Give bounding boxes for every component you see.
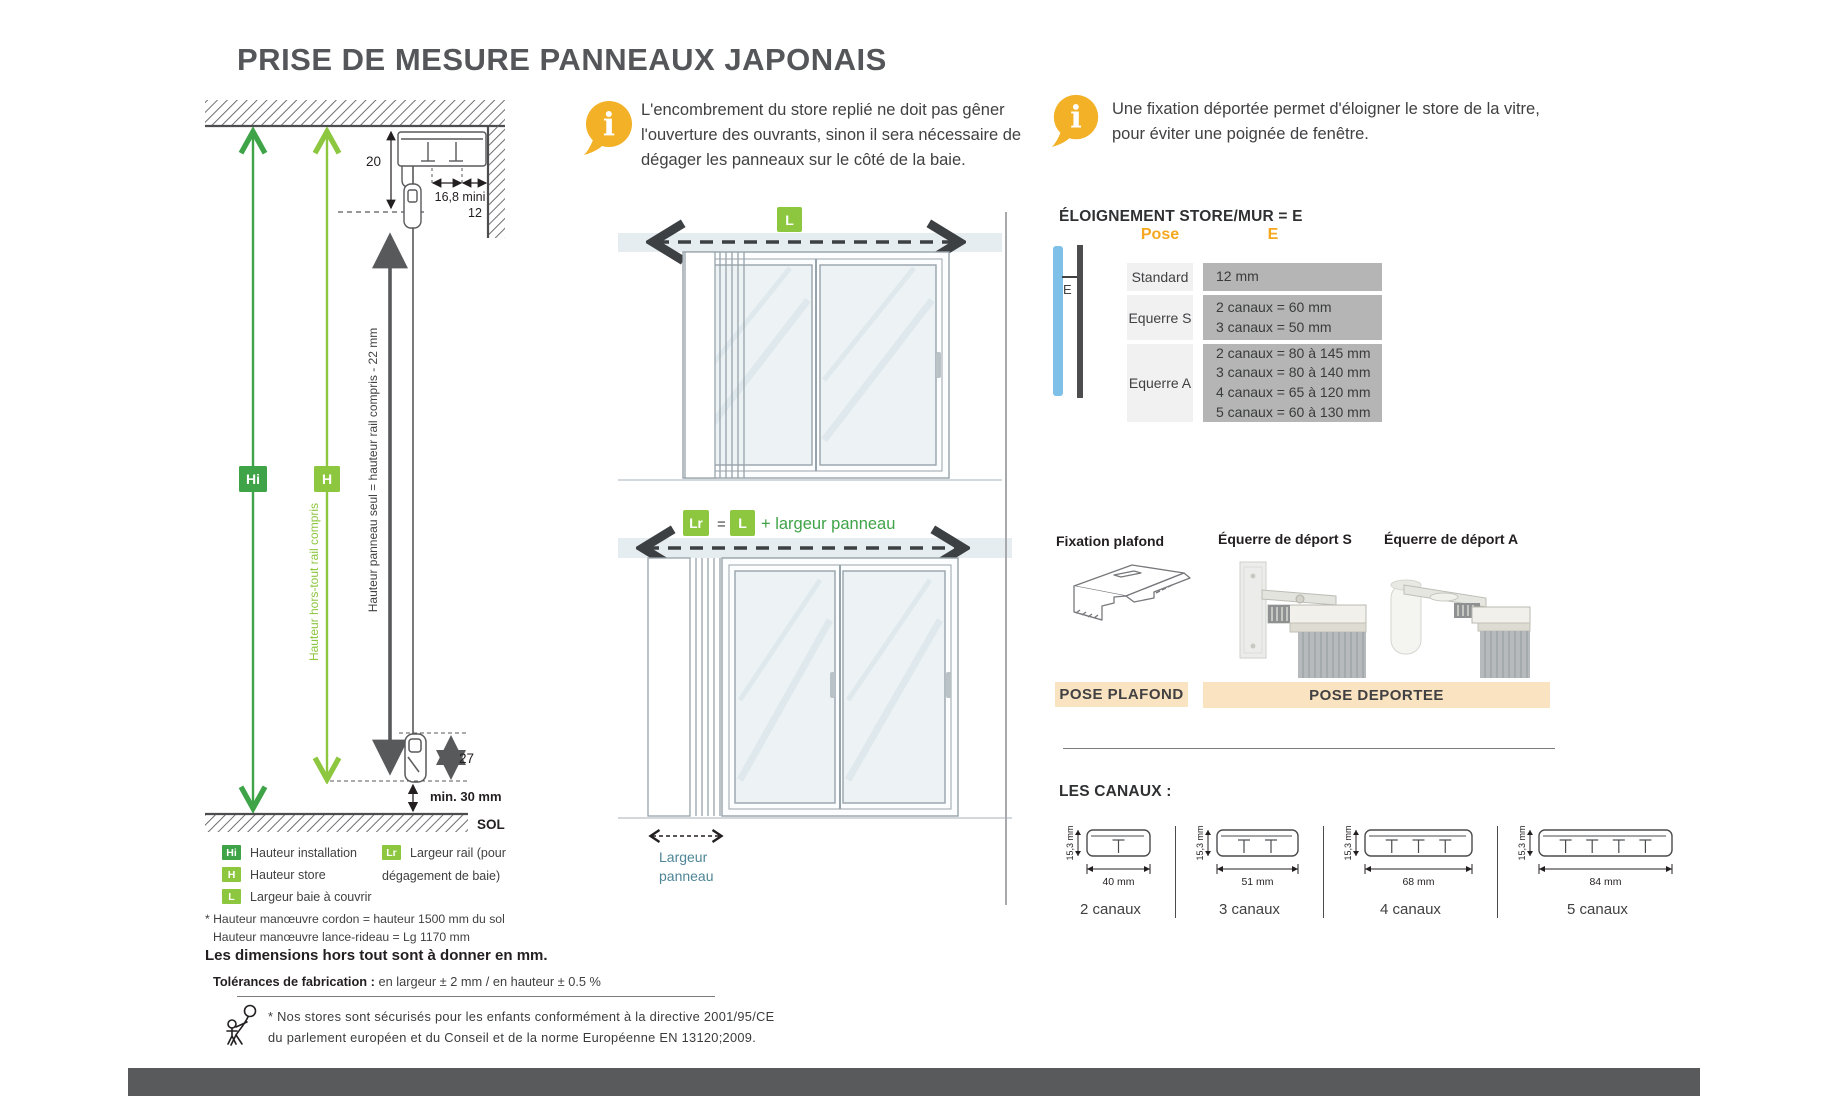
- window-diagram-L: [615, 195, 1010, 490]
- svg-text:H: H: [321, 471, 333, 487]
- dim-27-label: 27: [459, 751, 475, 766]
- fixation-plafond-image: [1056, 556, 1194, 644]
- col-header-e: E: [1267, 226, 1279, 243]
- equerre-s-image: [1238, 554, 1368, 678]
- sol-label: SOL: [477, 817, 505, 832]
- legend-label-h: Hauteur store: [250, 868, 326, 882]
- tolerances-label: Tolérances de fabrication :: [213, 974, 379, 989]
- svg-text:15,3 mm: 15,3 mm: [1517, 825, 1527, 861]
- panel-width-label-2: panneau: [659, 868, 714, 884]
- e-tick: [1062, 276, 1077, 278]
- svg-text:40 mm: 40 mm: [1102, 876, 1135, 888]
- svg-text:68 mm: 68 mm: [1402, 876, 1435, 888]
- ceiling-hatch: [205, 100, 505, 126]
- canal-name: 2 canaux: [1080, 901, 1141, 918]
- note-manoeuvre-1: [205, 912, 505, 926]
- dim-20-label: 20: [365, 154, 381, 169]
- legend-badge-lr: Lr: [382, 845, 401, 860]
- info-text-fixation: [1112, 97, 1540, 147]
- safety-note: [268, 1006, 808, 1048]
- footer-bar: [128, 1068, 1700, 1096]
- svg-text:15,3 mm: 15,3 mm: [1195, 825, 1205, 861]
- hi-badge: [239, 466, 267, 492]
- info-icon: [581, 98, 637, 156]
- e-label: E: [1063, 282, 1072, 297]
- e-es-v2: 3 canaux = 50 mm: [1216, 318, 1332, 335]
- info-text-encombrement: [641, 98, 1021, 172]
- eloignement-heading: ÉLOIGNEMENT STORE/MUR = E: [1059, 208, 1303, 225]
- legend-label-hi: Hauteur installation: [250, 846, 358, 860]
- glass-bar: [1053, 246, 1063, 396]
- e-standard: [1203, 263, 1382, 291]
- caption-equerre-a: Équerre de déport A: [1384, 531, 1519, 547]
- equerre-a-image: [1386, 554, 1532, 678]
- e-es-v1: 2 canaux = 60 mm: [1216, 298, 1332, 315]
- panel-width-label-1: Largeur: [659, 849, 708, 865]
- canal-name: 4 canaux: [1380, 901, 1441, 918]
- legend-badge-h: H: [222, 867, 241, 882]
- e-standard-v1: 12 mm: [1216, 268, 1259, 285]
- folded-panels-2: [648, 558, 720, 816]
- note-manoeuvre-2: [213, 930, 470, 944]
- l-badge-2: [730, 510, 755, 536]
- svg-text:Hi: Hi: [246, 471, 260, 487]
- window-diagram-Lr: [615, 500, 1015, 895]
- note-tolerances: [213, 973, 601, 991]
- e-ea-v3: 4 canaux = 65 à 120 mm: [1216, 384, 1371, 400]
- l-badge: [777, 207, 802, 232]
- plus-largeur-panneau-label: + largeur panneau: [761, 515, 896, 533]
- canal-item-5: [1498, 812, 1697, 918]
- dim-12-label: 12: [468, 206, 482, 220]
- info2-line1: Une fixation déportée permet d'éloigner le store de la vitre,: [1112, 100, 1540, 118]
- window-1: [683, 252, 949, 478]
- hauteur-panneau-label: Hauteur panneau seul = hauteur rail compris - 22 mm: [366, 327, 380, 613]
- safety-note-line2: du parlement européen et du Conseil et de la norme Européenne EN 13120;2009.: [268, 1030, 757, 1046]
- e-equerre-s: [1203, 295, 1382, 340]
- wall-hatch: [488, 126, 505, 238]
- canaux-heading: LES CANAUX :: [1059, 783, 1172, 800]
- pose-equerre-s: Equerre S: [1127, 295, 1193, 340]
- pose-equerre-a: Equerre A: [1127, 344, 1193, 422]
- svg-text:84 mm: 84 mm: [1589, 876, 1622, 888]
- pose-plafond-box: POSE PLAFOND: [1055, 682, 1188, 707]
- e-ea-v2: 3 canaux = 80 à 140 mm: [1216, 364, 1371, 381]
- canal-name: 3 canaux: [1219, 901, 1280, 918]
- svg-text:i: i: [602, 105, 616, 143]
- svg-text:i: i: [1070, 99, 1082, 136]
- info-icon-2: [1049, 92, 1103, 148]
- caption-equerre-s: Équerre de déport S: [1218, 531, 1352, 547]
- e-ea-v1: 2 canaux = 80 à 145 mm: [1216, 344, 1371, 361]
- note-dimensions-bold: Les dimensions hors tout sont à donner en mm.: [205, 947, 548, 964]
- info1-line1: L'encombrement du store replié ne doit pas gêner: [641, 101, 1005, 119]
- note-manoeuvre-1-value: hauteur 1500 mm du sol: [369, 912, 505, 926]
- dim-min30-label: min. 30 mm: [430, 789, 502, 804]
- hauteur-hors-tout-label: Hauteur hors-tout rail compris: [307, 502, 321, 662]
- safety-note-line1: * Nos stores sont sécurisés pour les enfants conformément à la directive 2001/95/CE: [268, 1009, 775, 1024]
- legend-label-l: Largeur baie à couvrir: [250, 890, 372, 904]
- h-badge: [314, 466, 340, 492]
- equals-sign: =: [717, 516, 726, 533]
- floor-hatch: [205, 814, 468, 832]
- store-bar: [1077, 245, 1083, 398]
- right-divider: [1063, 748, 1555, 749]
- svg-text:15,3 mm: 15,3 mm: [1343, 825, 1353, 861]
- e-ea-v4: 5 canaux = 60 à 130 mm: [1216, 403, 1371, 420]
- col-header-pose: Pose: [1140, 226, 1180, 243]
- tolerances-value: en largeur ± 2 mm / en hauteur ± 0.5 %: [378, 974, 601, 989]
- column-divider: [1005, 212, 1007, 905]
- svg-text:Lr: Lr: [689, 516, 703, 531]
- info1-line2: l'ouverture des ouvrants, sinon il sera nécessaire de: [641, 125, 1022, 144]
- legend-label-lr-1: Largeur rail (pour: [410, 846, 506, 860]
- note-manoeuvre-2-value: Lg 1170 mm: [399, 930, 470, 944]
- canal-item-2: [1046, 812, 1175, 918]
- svg-text:51 mm: 51 mm: [1241, 876, 1274, 888]
- dim-168-label: 16,8 mini: [434, 190, 486, 204]
- legend-label-lr-2: dégagement de baie): [382, 869, 501, 883]
- e-equerre-a: [1203, 344, 1382, 422]
- canal-item-4: [1324, 812, 1497, 918]
- note-manoeuvre-2-label: Hauteur manœuvre lance-rideau =: [213, 930, 400, 944]
- pose-deportee-box: POSE DEPORTEE: [1203, 682, 1550, 708]
- notes-divider: [237, 996, 715, 997]
- child-safety-icon: [224, 1002, 264, 1050]
- svg-text:L: L: [738, 515, 747, 531]
- info2-line2: pour éviter une poignée de fenêtre.: [1112, 124, 1369, 143]
- canal-name: 5 canaux: [1567, 901, 1628, 918]
- legend-badge-l: L: [222, 889, 241, 904]
- bottom-weight-profile: [405, 734, 426, 782]
- pose-standard: Standard: [1127, 263, 1193, 291]
- caption-fixation-plafond: Fixation plafond: [1056, 533, 1165, 549]
- window-2: [722, 558, 958, 816]
- legend-badge-hi: Hi: [222, 845, 241, 860]
- svg-text:L: L: [785, 212, 794, 228]
- page-title: PRISE DE MESURE PANNEAUX JAPONAIS: [237, 42, 887, 77]
- svg-text:15,3 mm: 15,3 mm: [1065, 825, 1075, 861]
- canaux-row: [1046, 812, 1697, 918]
- lr-badge: [683, 510, 709, 536]
- info1-line3: dégager les panneaux sur le côté de la baie.: [641, 150, 966, 169]
- note-manoeuvre-1-label: * Hauteur manœuvre cordon =: [205, 912, 370, 926]
- canal-item-3: [1176, 812, 1323, 918]
- measurement-diagram: [200, 95, 540, 840]
